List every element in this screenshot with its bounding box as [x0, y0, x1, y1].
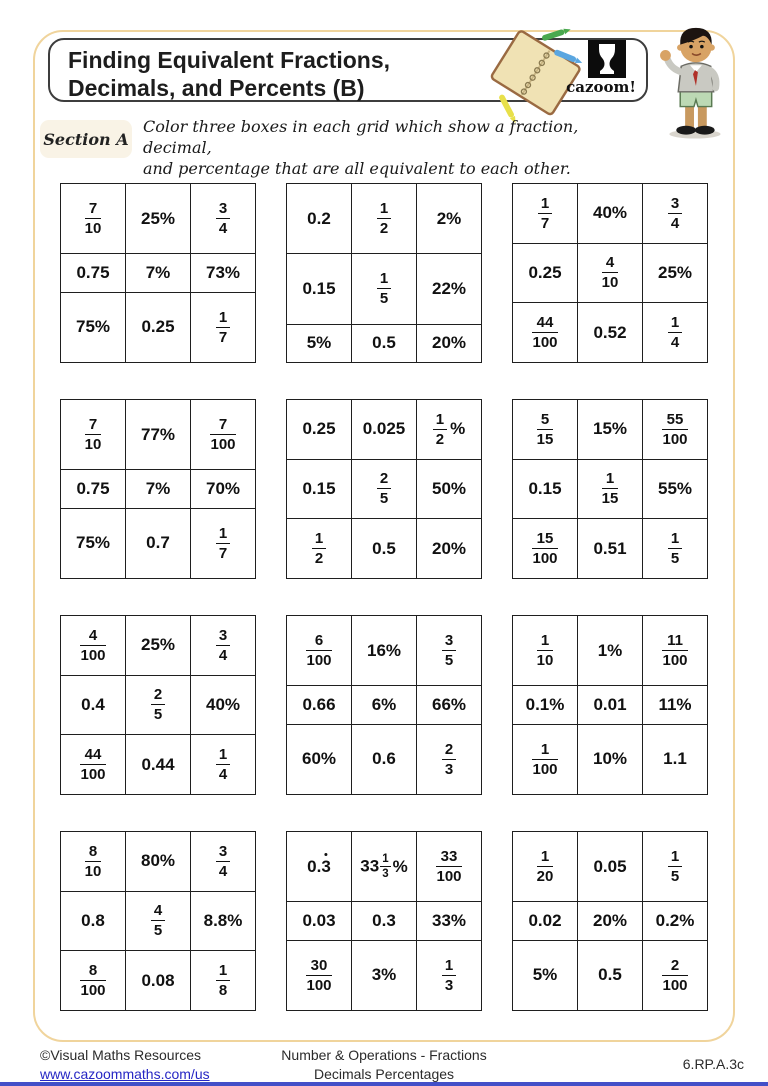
- grid-cell[interactable]: 0.8: [61, 891, 126, 951]
- grid-cell[interactable]: 0.7: [126, 508, 191, 578]
- grid-cell[interactable]: $\frac{11}{100}$: [643, 616, 708, 686]
- grid-cell[interactable]: 0.05: [578, 832, 643, 902]
- grid-cell[interactable]: $\frac{3}{4}$: [643, 184, 708, 244]
- grid-cell[interactable]: $\frac{1}{5}$: [643, 519, 708, 579]
- grid-cell[interactable]: $\frac{8}{100}$: [61, 951, 126, 1011]
- grid-cell[interactable]: $\frac{44}{100}$: [61, 735, 126, 795]
- grid-cell[interactable]: 0.3: [287, 832, 352, 902]
- equivalence-grid-2: [286, 183, 482, 363]
- grid-cell[interactable]: $\frac{2}{5}$: [126, 675, 191, 735]
- grid-cell[interactable]: $\frac{1}{5}$: [352, 254, 417, 324]
- grid-cell[interactable]: 22%: [417, 254, 482, 324]
- standard-code: 6.RP.A.3c: [682, 1056, 744, 1072]
- grid-cell[interactable]: 0.15: [287, 254, 352, 324]
- grid-cell[interactable]: 0.51: [578, 519, 643, 579]
- grid-cell[interactable]: $\frac{8}{10}$: [61, 832, 126, 892]
- grids-container: [60, 183, 708, 1011]
- grid-cell[interactable]: 20%: [417, 324, 482, 362]
- grid-cell[interactable]: $\frac{1}{4}$: [191, 735, 256, 795]
- equivalence-grid-7: [60, 615, 256, 795]
- grid-cell[interactable]: $\frac{1}{2}$ %: [417, 400, 482, 460]
- grid-cell[interactable]: 10%: [578, 724, 643, 794]
- grid-cell[interactable]: 60%: [287, 724, 352, 794]
- equivalence-grid-11: [286, 831, 482, 1011]
- equivalence-grid-6: [512, 399, 708, 579]
- equivalence-grid-3: [512, 183, 708, 363]
- grid-cell[interactable]: 50%: [417, 459, 482, 519]
- page-title-line2: Decimals, and Percents (B): [68, 74, 365, 101]
- grid-cell[interactable]: $\frac{1}{4}$: [643, 303, 708, 363]
- grid-cell[interactable]: 0.25: [287, 400, 352, 460]
- equivalence-grid-4: [60, 399, 256, 579]
- grid-cell[interactable]: 66%: [417, 686, 482, 724]
- grid-cell[interactable]: 0.5: [352, 519, 417, 579]
- grid-cell[interactable]: $\frac{3}{4}$: [191, 832, 256, 892]
- instruction-line1: Color three boxes in each grid which show a fraction, decimal,: [143, 117, 579, 157]
- cazoom-logo-text: cazoom!: [566, 78, 636, 96]
- grid-cell[interactable]: $\frac{55}{100}$: [643, 400, 708, 460]
- grid-cell[interactable]: 0.01: [578, 686, 643, 724]
- grid-cell[interactable]: $\frac{1}{2}$: [287, 519, 352, 579]
- grid-cell[interactable]: 25%: [643, 243, 708, 303]
- grid-cell[interactable]: $\frac{4}{5}$: [126, 891, 191, 951]
- instruction-text: [143, 117, 623, 179]
- grid-cell[interactable]: $\frac{1}{7}$: [191, 292, 256, 362]
- grid-cell[interactable]: $\frac{7}{10}$: [61, 184, 126, 254]
- grid-cell[interactable]: 0.25: [513, 243, 578, 303]
- grid-cell[interactable]: $\frac{7}{100}$: [191, 400, 256, 470]
- grid-cell[interactable]: $\frac{1}{100}$: [513, 724, 578, 794]
- grid-cell[interactable]: 0.025: [352, 400, 417, 460]
- grid-cell[interactable]: 40%: [191, 675, 256, 735]
- grid-cell[interactable]: 70%: [191, 470, 256, 508]
- instruction-line2: and percentage that are all equivalent to each other.: [143, 158, 571, 178]
- grid-cell[interactable]: 0.52: [578, 303, 643, 363]
- equivalence-grid-12: [512, 831, 708, 1011]
- equivalence-grid-1: [60, 183, 256, 363]
- grid-cell[interactable]: 25%: [126, 616, 191, 676]
- equivalence-grid-5: [286, 399, 482, 579]
- grid-cell[interactable]: 73%: [191, 254, 256, 292]
- grid-cell[interactable]: 33 $\frac{1}{3}$ %: [352, 832, 417, 902]
- footer-topic-line2: Decimals Percentages: [313, 1065, 455, 1082]
- grid-cell[interactable]: $\frac{15}{100}$: [513, 519, 578, 579]
- grid-cell[interactable]: 0.6: [352, 724, 417, 794]
- grid-cell[interactable]: $\frac{30}{100}$: [287, 940, 352, 1010]
- grid-cell[interactable]: $\frac{1}{15}$: [578, 459, 643, 519]
- grid-cell[interactable]: 11%: [643, 686, 708, 724]
- grid-cell[interactable]: $\frac{1}{7}$: [513, 184, 578, 244]
- equivalence-grid-9: [512, 615, 708, 795]
- grid-cell[interactable]: $\frac{5}{15}$: [513, 400, 578, 460]
- grid-cell[interactable]: $\frac{1}{20}$: [513, 832, 578, 902]
- grid-cell[interactable]: 20%: [417, 519, 482, 579]
- grid-cell[interactable]: 0.66: [287, 686, 352, 724]
- grid-cell[interactable]: 0.15: [287, 459, 352, 519]
- grid-cell[interactable]: $\frac{44}{100}$: [513, 303, 578, 363]
- grid-cell[interactable]: 75%: [61, 292, 126, 362]
- grid-cell[interactable]: 80%: [126, 832, 191, 892]
- grid-cell[interactable]: 5%: [513, 940, 578, 1010]
- equivalence-grid-10: [60, 831, 256, 1011]
- grid-cell[interactable]: 0.08: [126, 951, 191, 1011]
- grid-cell[interactable]: 0.2: [287, 184, 352, 254]
- grid-cell[interactable]: 7%: [126, 254, 191, 292]
- grid-cell[interactable]: $\frac{7}{10}$: [61, 400, 126, 470]
- grid-cell[interactable]: 33%: [417, 902, 482, 940]
- grid-cell[interactable]: 25%: [126, 184, 191, 254]
- website-link[interactable]: www.cazoommaths.com/us: [40, 1065, 210, 1082]
- grid-cell[interactable]: 0.44: [126, 735, 191, 795]
- grid-cell[interactable]: 7%: [126, 470, 191, 508]
- grid-cell[interactable]: 8.8%: [191, 891, 256, 951]
- grid-cell[interactable]: $\frac{4}{100}$: [61, 616, 126, 676]
- grid-cell[interactable]: 75%: [61, 508, 126, 578]
- grid-cell[interactable]: 3%: [352, 940, 417, 1010]
- grid-cell[interactable]: $\frac{2}{3}$: [417, 724, 482, 794]
- grid-cell[interactable]: 0.75: [61, 254, 126, 292]
- grid-cell[interactable]: 1%: [578, 616, 643, 686]
- equivalence-grid-8: [286, 615, 482, 795]
- cazoom-logo-icon: [588, 40, 626, 78]
- grid-cell[interactable]: 16%: [352, 616, 417, 686]
- page-title-line1: Finding Equivalent Fractions,: [68, 47, 391, 73]
- grid-cell[interactable]: 0.1%: [513, 686, 578, 724]
- grid-cell[interactable]: $\frac{1}{8}$: [191, 951, 256, 1011]
- grid-cell[interactable]: $\frac{3}{4}$: [191, 616, 256, 676]
- grid-cell[interactable]: $\frac{3}{4}$: [191, 184, 256, 254]
- grid-cell[interactable]: $\frac{1}{10}$: [513, 616, 578, 686]
- grid-cell[interactable]: 5%: [287, 324, 352, 362]
- grid-cell[interactable]: 15%: [578, 400, 643, 460]
- grid-cell[interactable]: $\frac{1}{3}$: [417, 940, 482, 1010]
- grid-cell[interactable]: 40%: [578, 184, 643, 244]
- footer-center: [0, 1046, 768, 1084]
- footer-topic-line1: Number & Operations - Fractions: [281, 1047, 487, 1063]
- grid-cell[interactable]: 0.4: [61, 675, 126, 735]
- grid-cell[interactable]: 0.75: [61, 470, 126, 508]
- green-crayon-icon: [541, 27, 571, 42]
- grid-cell[interactable]: 0.03: [287, 902, 352, 940]
- grid-cell[interactable]: 0.5: [352, 324, 417, 362]
- copyright-text: ©Visual Maths Resources: [40, 1047, 202, 1063]
- grid-cell[interactable]: 0.15: [513, 459, 578, 519]
- grid-cell[interactable]: $\frac{4}{10}$: [578, 243, 643, 303]
- grid-cell[interactable]: 0.02: [513, 902, 578, 940]
- grid-cell[interactable]: 0.2%: [643, 902, 708, 940]
- grid-cell[interactable]: $\frac{1}{5}$: [643, 832, 708, 902]
- bottom-bar: [0, 1082, 768, 1086]
- grid-cell[interactable]: 6%: [352, 686, 417, 724]
- grid-cell[interactable]: 20%: [578, 902, 643, 940]
- grid-cell[interactable]: 55%: [643, 459, 708, 519]
- grid-cell[interactable]: 0.25: [126, 292, 191, 362]
- grid-cell[interactable]: $\frac{6}{100}$: [287, 616, 352, 686]
- boy-mascot: [650, 22, 736, 140]
- grid-cell[interactable]: $\frac{2}{100}$: [643, 940, 708, 1010]
- grid-cell[interactable]: 0.5: [578, 940, 643, 1010]
- grid-cell[interactable]: 0.3: [352, 902, 417, 940]
- grid-cell[interactable]: 77%: [126, 400, 191, 470]
- grid-cell[interactable]: $\frac{1}{7}$: [191, 508, 256, 578]
- grid-cell[interactable]: 2%: [417, 184, 482, 254]
- grid-cell[interactable]: $\frac{1}{2}$: [352, 184, 417, 254]
- section-label: Section A: [40, 120, 132, 158]
- grid-cell[interactable]: 1.1: [643, 724, 708, 794]
- grid-cell[interactable]: $\frac{3}{5}$: [417, 616, 482, 686]
- grid-cell[interactable]: $\frac{33}{100}$: [417, 832, 482, 902]
- grid-cell[interactable]: $\frac{2}{5}$: [352, 459, 417, 519]
